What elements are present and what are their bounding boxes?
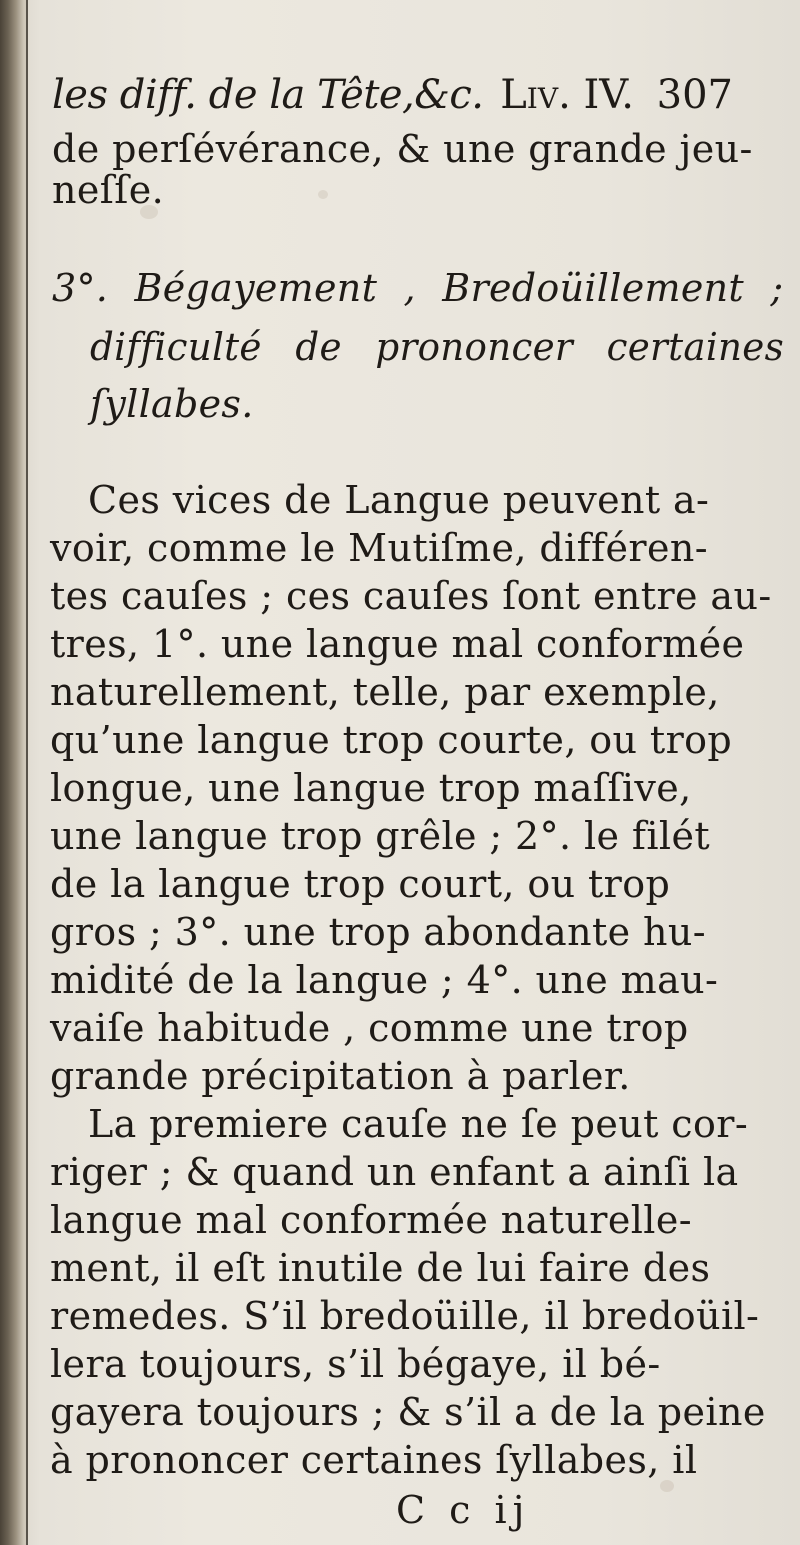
section-heading-line: 3°. Bégayement , Bredoüillement ;	[52, 266, 784, 310]
paragraph-line: une langue trop grêle ; 2°. le filét	[50, 814, 711, 858]
paragraph-line: remedes. S’il bredoüille, il bredoüil-	[50, 1294, 760, 1338]
page-number: 307	[656, 72, 733, 118]
paragraph-line: à prononcer certaines ſyllabes, il	[50, 1438, 698, 1482]
paragraph-line: gros ; 3°. une trop abondante hu-	[50, 910, 707, 954]
paragraph-line: riger ; & quand un enfant a ainſi la	[50, 1150, 739, 1194]
section-heading-line: difficulté de prononcer certaines	[90, 325, 784, 369]
paragraph-line: qu’une langue trop courte, ou trop	[50, 718, 733, 762]
running-head	[52, 72, 733, 118]
paragraph-line: tres, 1°. une langue mal conformée	[50, 622, 745, 666]
signature-mark: C c ij	[396, 1488, 531, 1532]
paragraph-line: tes cauſes ; ces cauſes ſont entre au-	[50, 574, 772, 618]
paragraph-line: naturellement, telle, par exemple,	[50, 670, 720, 714]
paragraph-line: grande précipitation à parler.	[50, 1054, 631, 1098]
paragraph-line: de la langue trop court, ou trop	[50, 862, 671, 906]
paragraph-line: ment, il eſt inutile de lui faire des	[50, 1246, 711, 1290]
body-line: de perſévérance, & une grande jeu-	[52, 127, 753, 171]
running-head-book: Liv. IV.	[500, 72, 634, 118]
section-heading-line: ſyllabes.	[90, 382, 254, 426]
paragraph-line: vaiſe habitude , comme une trop	[50, 1006, 689, 1050]
paragraph-line: longue, une langue trop maſſive,	[50, 766, 692, 810]
paragraph-line: voir, comme le Mutiſme, différen-	[50, 526, 708, 570]
paragraph-line: midité de la langue ; 4°. une mau-	[50, 958, 719, 1002]
paragraph-line: lera toujours, s’il bégaye, il bé-	[50, 1342, 661, 1386]
running-head-title: les diff. de la Tête,&c.	[52, 72, 484, 118]
paragraph-line: Ces vices de Langue peuvent a-	[88, 478, 710, 522]
body-line: neſſe.	[52, 168, 165, 212]
paragraph-line: La premiere cauſe ne ſe peut cor-	[88, 1102, 749, 1146]
paragraph-line: gayera toujours ; & s’il a de la peine	[50, 1390, 766, 1434]
paragraph-line: langue mal conformée naturelle-	[50, 1198, 692, 1242]
